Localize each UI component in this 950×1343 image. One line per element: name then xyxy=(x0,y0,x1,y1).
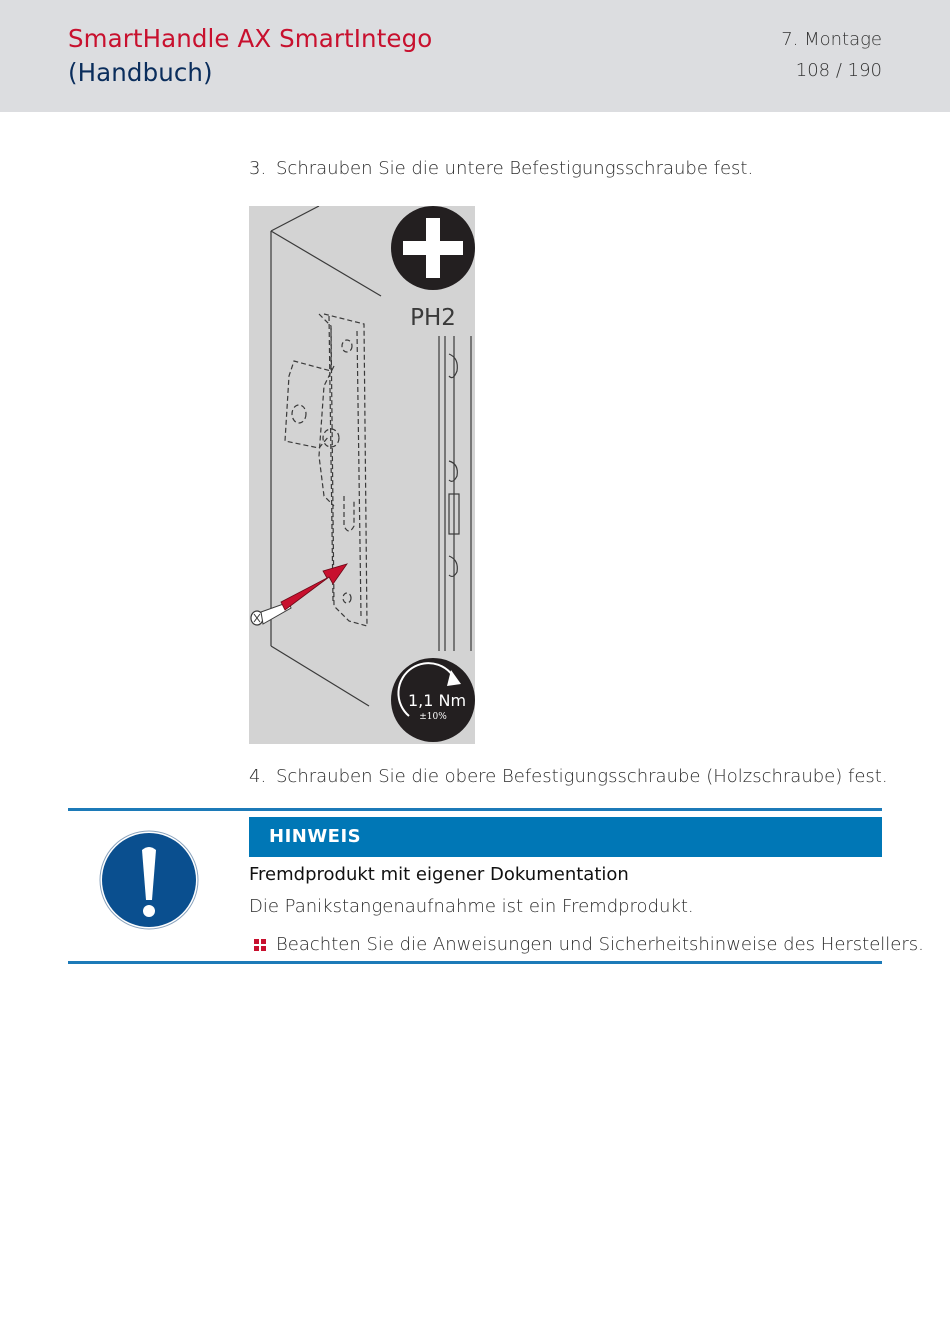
bullet-squares-icon xyxy=(249,937,276,951)
notice-band xyxy=(249,817,882,857)
step-4 xyxy=(249,766,888,787)
step-text: Schrauben Sie die obere Befestigungsschraube (Holzschraube) fest. xyxy=(276,766,888,787)
document-title-line1: SmartHandle AX SmartIntego xyxy=(68,24,433,53)
notice-bullet-text: Beachten Sie die Anweisungen und Sicherheitshinweise des Herstellers. xyxy=(276,934,924,955)
torque-tolerance: ±10% xyxy=(419,712,447,722)
notice-top-rule xyxy=(68,808,882,811)
chapter-label: 7. Montage xyxy=(781,29,882,50)
direction-arrow xyxy=(281,564,347,610)
notice-bullet xyxy=(249,934,924,955)
notice-bottom-rule xyxy=(68,961,882,964)
torque-value: 1,1 Nm xyxy=(407,691,467,710)
step-number: 3. xyxy=(249,158,267,179)
step-3 xyxy=(249,158,753,179)
notice-label: HINWEIS xyxy=(269,826,362,847)
page-header xyxy=(0,0,950,112)
exclamation-icon xyxy=(99,830,199,930)
phillips-bit-badge xyxy=(391,206,475,290)
document-title xyxy=(68,22,432,90)
bit-label: PH2 xyxy=(410,305,456,331)
step-text: Schrauben Sie die untere Befestigungsschraube fest. xyxy=(276,158,754,179)
page-number: 108 / 190 xyxy=(795,60,882,81)
document-title-line2: (Handbuch) xyxy=(68,58,213,87)
notice-heading: Fremdprodukt mit eigener Dokumentation xyxy=(249,864,629,885)
notice-text: Die Panikstangenaufnahme ist ein Fremdprodukt. xyxy=(249,896,694,917)
door-frame-drawing xyxy=(249,206,475,744)
step-number: 4. xyxy=(249,766,267,787)
mounting-illustration xyxy=(249,206,475,744)
